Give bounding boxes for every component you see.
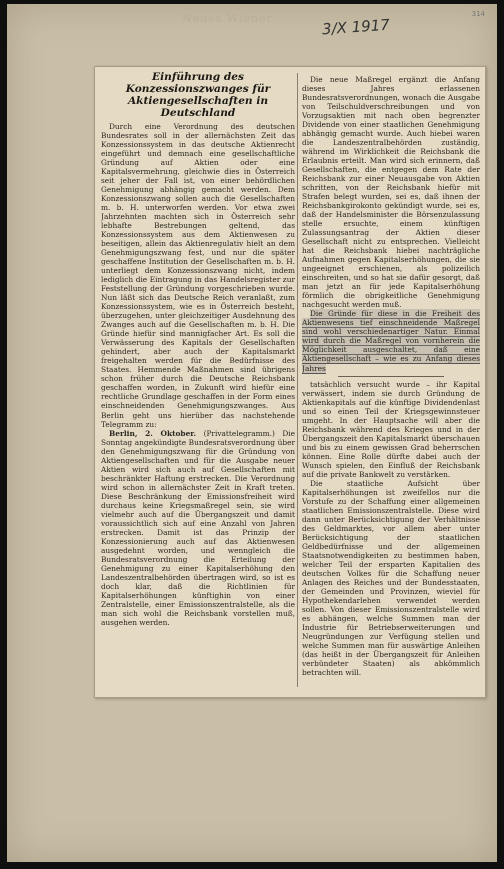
article-left-column	[101, 67, 295, 697]
article-paragraph: Durch eine Verordnung des deutschen Bundesrates soll in der allernächsten Zeit das Konzessionssystem in das deutsche Aktienrecht eingeführt und demnach eine gesellschaftliche Gründung auf Aktien oder eine Kapitalsvermehrung, gleichwie dies in Österreich seit jeher der Fall ist, von einer behördlichen Genehmigung abhängig gemacht werden. Dem Konzessionszwang sollen auch die Gesellschaften m. b. H. unterworfen werden. Vor etwa zwei Jahrzehnten machten sich in Österreich sehr lebhafte Bestrebungen geltend, das Konzessionssystem aus dem Aktienwesen zu beseitigen, allein das Aktienregulativ hielt an dem Genehmigungszwang fest, und nur die später geschaffene Institution der Gesellschaften m. b. H. unterliegt dem Konzessionszwang nicht, indem lediglich die Eintragung in das Handelsregister zur Feststellung der Gründung vorgeschrieben wurde. Nun läßt sich das Deutsche Reich veranlaßt, zum Konzessionssystem, wie es in Österreich besteht, überzugehen, unter gleichzeitiger Ausdehnung des Zwanges auch auf die Gesellschaften m. b. H. Die Gründe hiefür sind mannigfacher Art. Es soll die Verwässerung des Kapitals der Gesellschaften gehindert, aber auch der Kapitalsmarkt freigehalten werden für die Bedürfnisse des Staates. Hemmende Maßnahmen sind übrigens schon früher durch die Deutsche Reichsbank geschaffen worden, in Zukunft wird hiefür eine rechtliche Grundlage geschaffen in der Form eines einschneidenden Genehmigungszwanges. Aus Berlin geht uns hierüber das nachstehende Telegramm zu:	[101, 122, 295, 429]
dateline: Berlin, 2. Oktober.	[109, 428, 197, 438]
newspaper-masthead: Neues Wiener	[182, 12, 273, 25]
section-divider	[338, 376, 445, 377]
article-paragraph-marked	[302, 309, 480, 372]
newspaper-clipping	[94, 66, 486, 698]
article-paragraph: tatsächlich versucht wurde – ihr Kapital verwässert, indem sie durch Gründung de Aktienkapitals auf die künftige Dividendenlast und so einen Teil der Kriegsgewinnsteuer umgeht. In der Hauptsache will aber die Reichsbank während des Krieges und in der Übergangszeit den Kapitalsmarkt überschauen und bis zu einem gewissen Grad beherrschen können. Eine Rolle dürfte dabei auch der Wunsch spielen, den Einfluß der Reichsbank auf die private Bankwelt zu verstärken.	[302, 379, 480, 479]
article-paragraph: Die staatliche Aufsicht über Kapitalserhöhungen ist zweifellos nur die Vorstufe zu der Schaffung einer allgemeinen staatlichen Emissionszentralstelle. Diese wird dann unter Berücksichtigung der Verhältnisse des Geldmarktes, vor allem aber unter Berücksichtigung der staatlichen Geldbedürfnisse und der allgemeinen Staatsnotwendigkeiten zu bestimmen haben, welcher Teil der ersparten Kapitalien des deutschen Volkes für die Schaffung neuer Anlagen des Reiches und der Bundesstaaten, der Gemeinden und Provinzen, wieviel für Hypothekendarlehen verwendet werden sollen. Von dieser Emissionszentralstelle wird es abhängen, welche Summen man der Industrie für Betriebserweiterungen und Neugründungen zur Verfügung stellen und welche Summen man für auswärtige Anleihen (das heißt in der Übergangszeit für Anleihen verbündeter Staaten) als abkömmlich betrachten will.	[302, 478, 480, 678]
underlined-passage: Die Gründe für diese in die Freiheit des Aktienwesens tief einschneidende Maßregel sind wohl verschiedenartiger Natur. Einmal wird durch die Maßregel von vornherein die Möglichkeit ausgeschaltet, daß eine Aktiengesellschaft – wie es zu Anfang dieses Jahres	[302, 309, 480, 373]
article-headline: Einführung des Konzessionszwanges für Aktiengesellschaften in Deutschland	[125, 71, 271, 119]
handwritten-date: 3/X 1917	[321, 15, 391, 39]
article-right-column	[302, 67, 480, 698]
article-paragraph-dateline	[101, 429, 295, 627]
page-number: 314	[471, 10, 485, 18]
scanned-page	[7, 4, 497, 862]
article-paragraph: Die neue Maßregel ergänzt die Anfang dieses Jahres erlassenen Bundesratsverordnungen, wonach die Ausgabe von Teilschuldverschreibungen und von Vorzugsaktien mit nach oben begrenzter Dividende von einer staatlichen Genehmigung abhängig gemacht wurde. Auch hiebei waren die Landeszentralbehörden zuständig, während im Wirklichkeit die Reichsbank die Erlaubnis erteilt. Man wird sich erinnern, daß Gesellschaften, die entgegen dem Rate der Reichsbank zur einer Neuausgabe von Aktien schritten, von der Reichsbank hiefür mit Strafen belegt wurden, sei es, daß ihnen der Reichsbankgirokonto gekündigt wurde, sei es, daß der Handelsminister die Börsenzulassung stelle ersuchte, einem künftigen Zulassungsantrag der Aktien dieser Gesellschaft nicht zu entsprechen. Vielleicht hat die Reichsbank hiebei nachträgliche Aufnahmen gegen Kapitalserhöhungen, die sie ungeeignet erschienen, als polizeilich einschreiten, und so hat sie dafür gesorgt, daß man jetzt an für jede Kapitalserhöhung förmlich die obrigkeitliche Genehmigung nachgesucht werden muß.	[302, 75, 480, 310]
article-paragraph-text: (Privattelegramm.) Die Sonntag angekündigte Bundesratsverordnung über den Genehmigungszwang für die Gründung von Aktiengesellschaften und für die Ausgabe neuer Aktien wird sich auch auf Gesellschaften mit beschränkter Haftung erstrecken. Die Verordnung wird schon in allernächster Zeit in Kraft treten. Diese Beschränkung der Emissionsfreiheit wird durchaus keine Kriegsmaßregel sein, sie wird vielmehr auch auf die Übergangszeit und damit voraussichtlich sich auf eine Anzahl von Jahren erstrecken. Damit ist das Prinzip der Konzessionierung auch auf das Aktienwesen ausgedehnt worden, und wenngleich die Bundesratsverordnung die Erteilung der Genehmigung zu einer Kapitalserhöhung den Landeszentralbehörden übertragen wird, so ist es doch klar, daß die Richtlinien für Kapitalserhöhungen künftighin von einer Zentralstelle, einer Emissionszentralstelle, als die man sich wohl die Reichsbank vorstellen muß, ausgehen werden.	[101, 428, 295, 627]
column-divider	[297, 73, 298, 687]
